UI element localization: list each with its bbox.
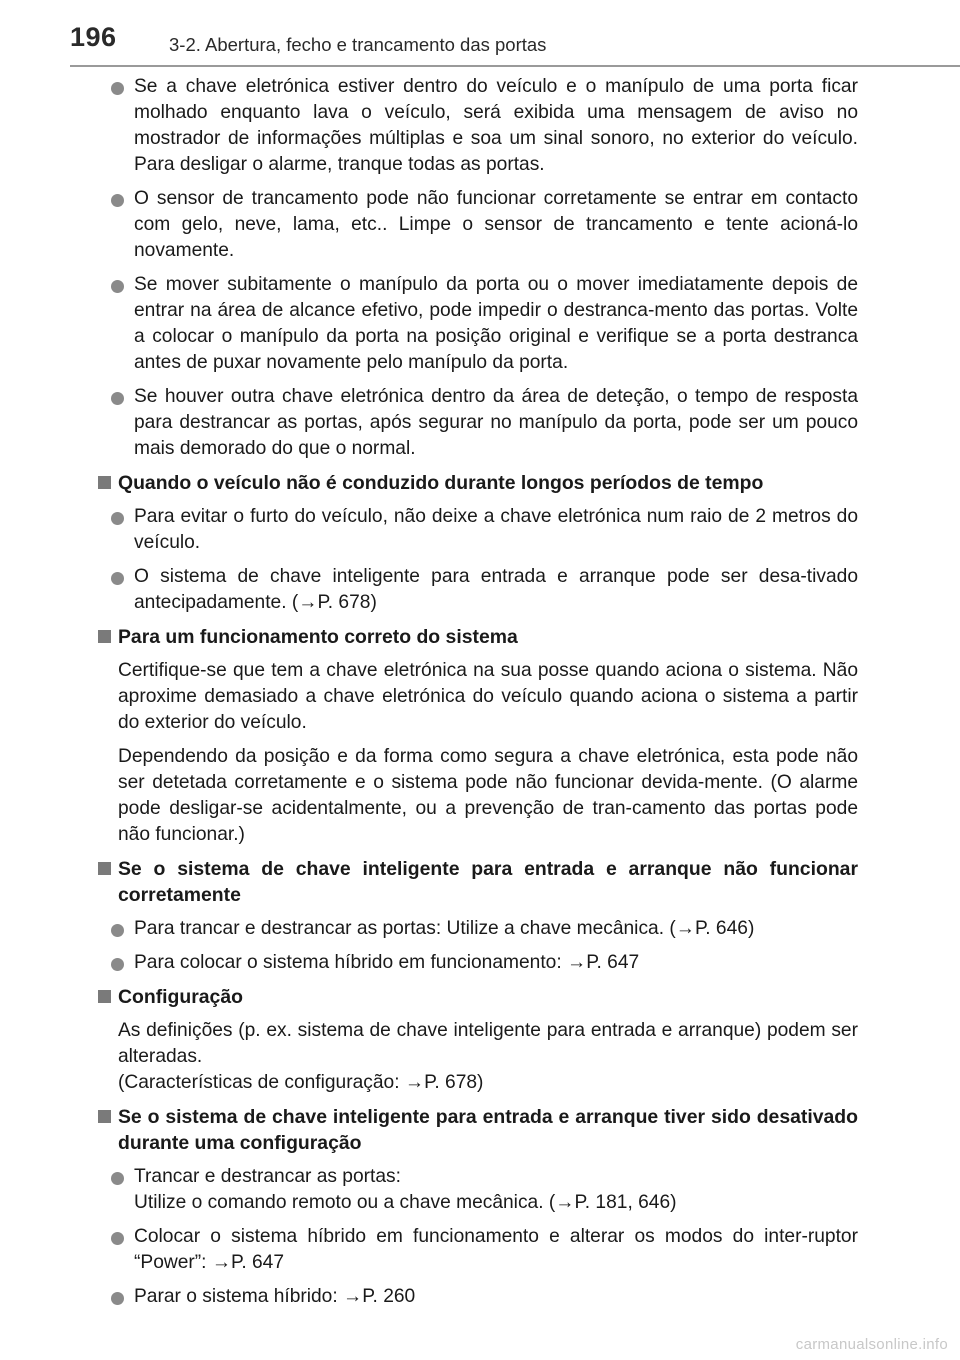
bullet-dot-icon	[111, 1232, 124, 1245]
bullet-dot-icon	[111, 1292, 124, 1305]
header-divider	[70, 65, 960, 67]
bullet-dot-icon	[111, 1172, 124, 1185]
paragraph: (Características de configuração: →P. 678)	[118, 1072, 484, 1093]
square-bullet-icon	[98, 990, 111, 1003]
bullet-dot-icon	[111, 572, 124, 585]
bullet-text: Se a chave eletrónica estiver dentro do veículo e o manípulo de uma porta ficar molhado enquanto lava o veículo, será exibida uma mensagem de aviso no mostrador de informações múltiplas e soa um sinal sonoro, no exterior do veículo. Para desligar o alarme, tranque todas as portas.	[134, 76, 858, 175]
paragraph: Certifique-se que tem a chave eletrónica na sua posse quando aciona o sistema. Não aproxime demasiado a chave eletrónica do veículo quando aciona o sistema a partir do exterior do veículo.	[118, 660, 858, 733]
bullet-dot-icon	[111, 280, 124, 293]
bullet-item	[98, 916, 858, 942]
page-number: 196	[70, 22, 117, 52]
bullet-text: O sistema de chave inteligente para entrada e arranque pode ser desa-tivado antecipadamente. (→P. 678)	[134, 566, 858, 613]
bullet-item	[98, 74, 858, 178]
bullet-dot-icon	[111, 82, 124, 95]
section-title: 3-2. Abertura, fecho e trancamento das portas	[169, 34, 547, 55]
bullet-text: Se mover subitamente o manípulo da porta ou o mover imediatamente depois de entrar na área de alcance efetivo, pode impedir o destranca-mento das portas. Volte a colocar o manípulo da porta na posição original e verifique se a porta destranca antes de puxar novamente pelo manípulo da porta.	[134, 274, 858, 373]
paragraph: Dependendo da posição e da forma como segura a chave eletrónica, esta pode não ser detetada corretamente e o sistema pode não funcionar devida-mente. (O alarme pode desligar-se acidentalmente, ou a prevenção de tran-camento das portas pode não funcionar.)	[118, 746, 858, 845]
square-bullet-icon	[98, 862, 111, 875]
square-bullet-icon	[98, 1110, 111, 1123]
square-bullet-icon	[98, 476, 111, 489]
paragraph: As definições (p. ex. sistema de chave inteligente para entrada e arranque) podem ser alteradas.	[118, 1020, 858, 1067]
bullet-item	[98, 1284, 858, 1310]
section-heading: Se o sistema de chave inteligente para entrada e arranque não funcionar corretamente	[98, 856, 858, 908]
bullet-text: Colocar o sistema híbrido em funcionamento e alterar os modos do inter-ruptor “Power”: →P. 647	[134, 1226, 858, 1273]
bullet-dot-icon	[111, 924, 124, 937]
bullet-item	[98, 1164, 858, 1216]
bullet-text: Para colocar o sistema híbrido em funcionamento: →P. 647	[134, 952, 640, 973]
page-header	[0, 0, 960, 66]
bullet-dot-icon	[111, 958, 124, 971]
bullet-item	[98, 186, 858, 264]
bullet-text: O sensor de trancamento pode não funcionar corretamente se entrar em contacto com gelo, neve, lama, etc.. Limpe o sensor de trancamento e tente acioná-lo novamente.	[134, 188, 858, 261]
bullet-text: Trancar e destrancar as portas:	[134, 1166, 401, 1187]
section-heading: Configuração	[98, 984, 858, 1010]
bullet-item	[98, 272, 858, 376]
bullet-item	[98, 384, 858, 462]
section-heading: Quando o veículo não é conduzido durante longos períodos de tempo	[98, 470, 858, 496]
bullet-item	[98, 504, 858, 556]
section-heading: Para um funcionamento correto do sistema	[98, 624, 858, 650]
bullet-text: Se houver outra chave eletrónica dentro da área de deteção, o tempo de resposta para destrancar as portas, após segurar no manípulo da porta, pode ser um pouco mais demorado do que o normal.	[134, 386, 858, 459]
section-heading: Se o sistema de chave inteligente para entrada e arranque tiver sido desativado durante uma configuração	[98, 1104, 858, 1156]
bullet-dot-icon	[111, 512, 124, 525]
bullet-item	[98, 1224, 858, 1276]
bullet-dot-icon	[111, 392, 124, 405]
bullet-item	[98, 564, 858, 616]
square-bullet-icon	[98, 630, 111, 643]
watermark-text: carmanualsonline.info	[795, 1336, 948, 1353]
page-content	[98, 74, 858, 1318]
bullet-text: Parar o sistema híbrido: →P. 260	[134, 1286, 416, 1307]
bullet-text: Utilize o comando remoto ou a chave mecânica. (→P. 181, 646)	[134, 1192, 677, 1213]
bullet-item	[98, 950, 858, 976]
bullet-dot-icon	[111, 194, 124, 207]
bullet-text: Para trancar e destrancar as portas: Utilize a chave mecânica. (→P. 646)	[134, 918, 755, 939]
bullet-text: Para evitar o furto do veículo, não deixe a chave eletrónica num raio de 2 metros do veículo.	[134, 506, 858, 553]
